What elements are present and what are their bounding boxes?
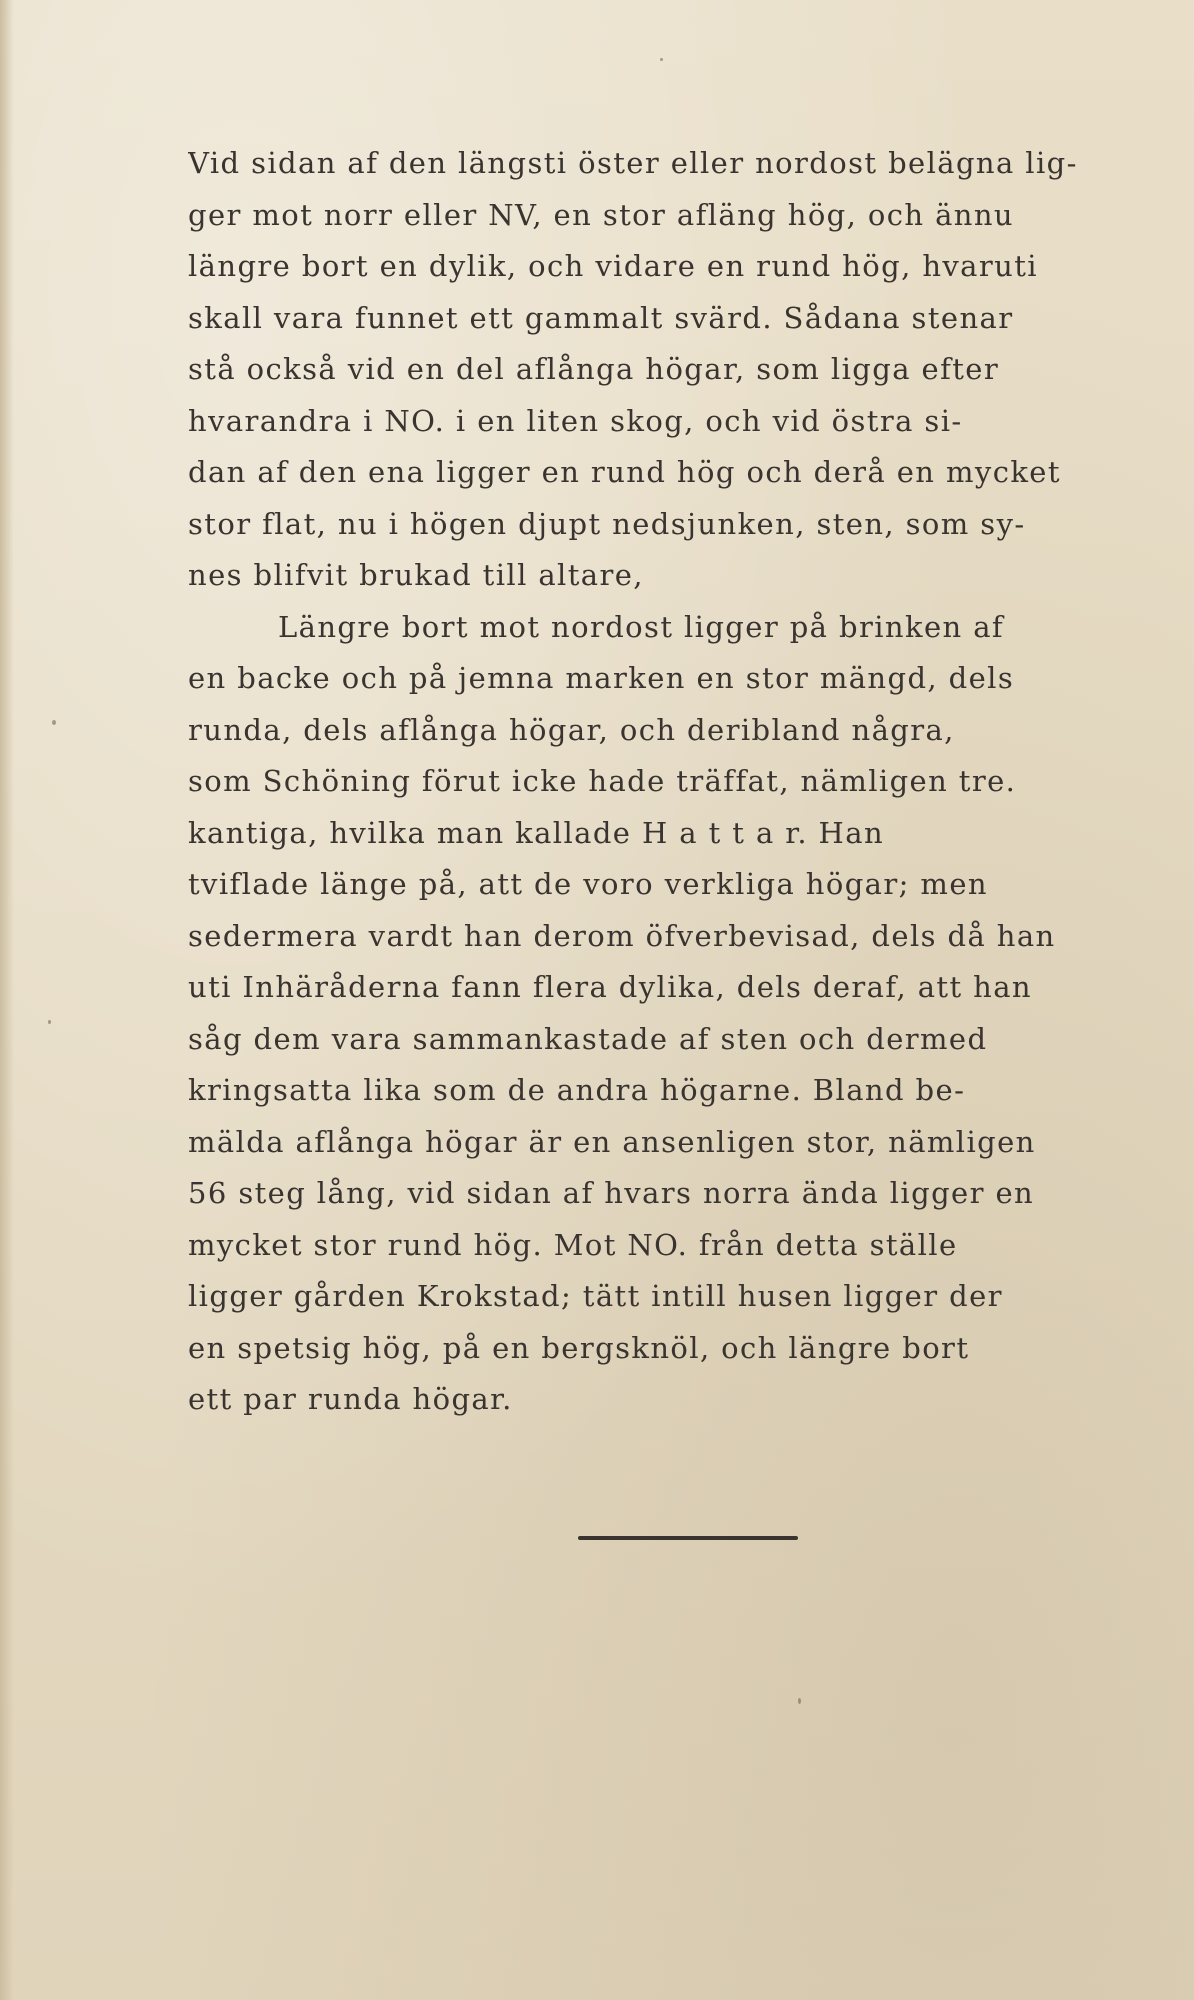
paper-speck (660, 58, 663, 61)
paper-speck (48, 1020, 51, 1024)
text-line: mälda aflånga högar är en ansenligen stor, nämligen (188, 1124, 1036, 1159)
text-line: uti Inhäråderna fann flera dylika, dels deraf, att han (188, 970, 1032, 1004)
text-line: hvarandra i NO. i en liten skog, och vid östra si- (188, 403, 963, 438)
text-line: sedermera vardt han derom öfverbevisad, dels då han (188, 918, 1056, 953)
text-line: dan af den ena ligger en rund hög och derå en mycket (188, 455, 1061, 489)
text-line: kringsatta lika som de andra högarne. Bland be- (188, 1073, 966, 1107)
text-line: stå också vid en del aflånga högar, som ligga efter (188, 352, 1000, 386)
paper-speck (52, 720, 56, 725)
text-line: nes blifvit brukad till altare, (188, 558, 644, 592)
paper-speck (798, 1698, 801, 1704)
text-line: en spetsig hög, på en bergsknöl, och längre bort (188, 1330, 970, 1365)
text-line: runda, dels aflånga högar, och deribland några, (188, 712, 955, 747)
text-line: kantiga, hvilka man kallade H a t t a r. Han (188, 815, 885, 850)
section-divider-rule (578, 1536, 798, 1540)
page-edge-shadow (0, 0, 14, 2000)
text-line: tviflade länge på, att de voro verkliga högar; men (188, 867, 988, 901)
paragraph-start-line: Längre bort mot nordost ligger på brinken af (278, 609, 1005, 644)
text-line: mycket stor rund hög. Mot NO. från detta ställe (188, 1227, 958, 1262)
text-line: ligger gården Krokstad; tätt intill husen ligger der (188, 1279, 1003, 1313)
text-line: såg dem vara sammankastade af sten och dermed (188, 1021, 988, 1056)
text-line: längre bort en dylik, och vidare en rund hög, hvaruti (188, 249, 1038, 283)
text-line: ett par runda högar. (188, 1382, 513, 1416)
text-line: 56 steg lång, vid sidan af hvars norra ända ligger en (188, 1176, 1035, 1210)
text-line: ger mot norr eller NV, en stor afläng hög, och ännu (188, 197, 1014, 232)
text-line: Vid sidan af den längsti öster eller nordost belägna lig- (188, 146, 1078, 180)
text-line: skall vara funnet ett gammalt svärd. Sådana stenar (188, 300, 1014, 335)
page-text (188, 138, 1180, 1426)
text-line: en backe och på jemna marken en stor mängd, dels (188, 661, 1015, 695)
text-line: stor flat, nu i högen djupt nedsjunken, sten, som sy- (188, 506, 1026, 541)
text-line: som Schöning förut icke hade träffat, nämligen tre. (188, 764, 1017, 798)
